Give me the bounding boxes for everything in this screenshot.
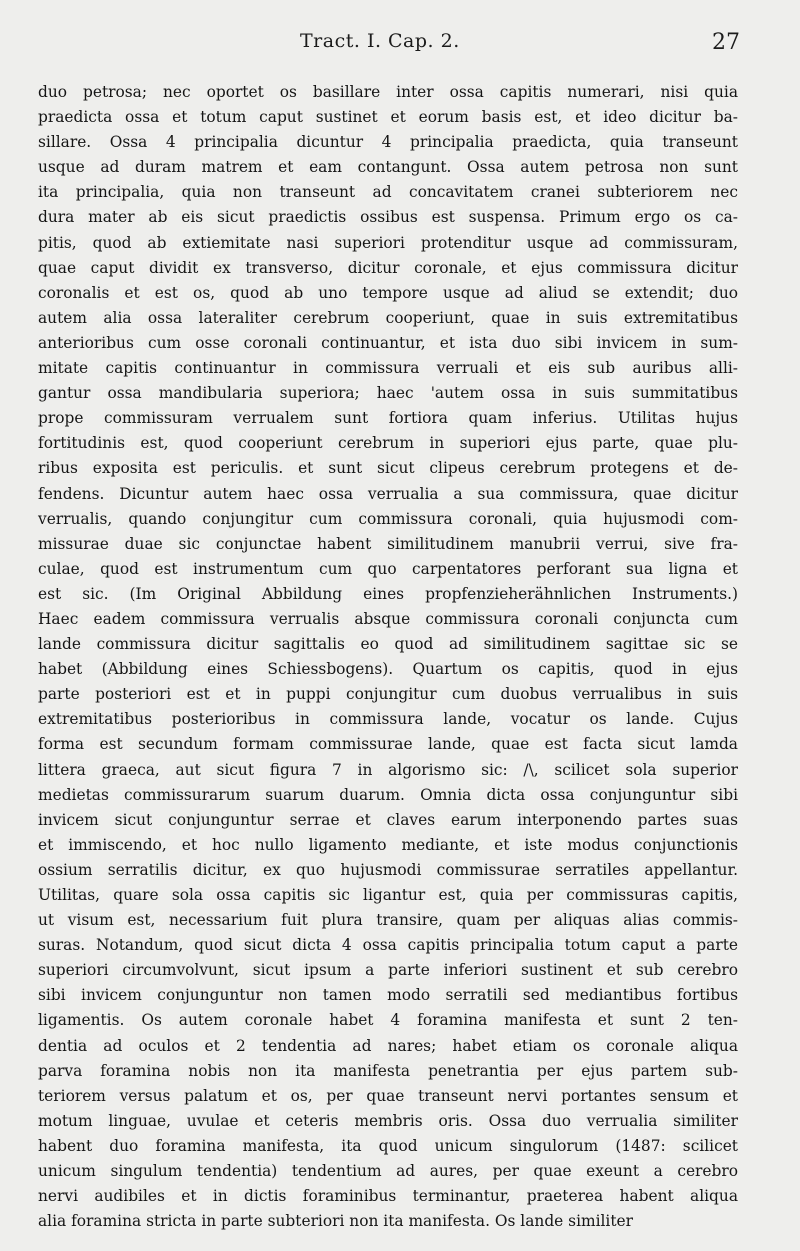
- running-title: Tract. I. Cap. 2.: [300, 30, 460, 52]
- running-head: [38, 30, 748, 62]
- text-line: gantur ossa mandibularia superiora; haec 'autem ossa in suis summitatibus: [38, 384, 738, 403]
- text-line: pitis, quod ab extiemitate nasi superiori protenditur usque ad commissuram,: [38, 233, 738, 252]
- text-line: verrualis, quando conjungitur cum commissura coronali, quia hujusmodi com-: [38, 509, 738, 528]
- text-line: culae, quod est instrumentum cum quo carpentatores perforant sua ligna et: [38, 559, 738, 578]
- text-line: dentia ad oculos et 2 tendentia ad nares; habet etiam os coronale aliqua: [38, 1036, 738, 1055]
- text-line: motum linguae, uvulae et ceteris membris oris. Ossa duo verrualia similiter: [38, 1111, 738, 1130]
- text-line: sibi invicem conjunguntur non tamen modo serratili sed mediantibus fortibus: [38, 986, 738, 1005]
- text-line: ribus exposita est periculis. et sunt sicut clipeus cerebrum protegens et de-: [38, 459, 738, 478]
- text-line: ut visum est, necessarium fuit plura transire, quam per aliquas alias commis-: [38, 911, 738, 930]
- text-line: et immiscendo, et hoc nullo ligamento mediante, et iste modus conjunctionis: [38, 835, 738, 854]
- text-line: dura mater ab eis sicut praedictis ossibus est suspensa. Primum ergo os ca-: [38, 208, 738, 227]
- text-line: invicem sicut conjunguntur serrae et claves earum interponendo partes suas: [38, 810, 738, 829]
- text-line: missurae duae sic conjunctae habent similitudinem manubrii verrui, sive fra-: [38, 534, 738, 553]
- text-line: coronalis et est os, quod ab uno tempore usque ad aliud se extendit; duo: [38, 283, 738, 302]
- text-line: ligamentis. Os autem coronale habet 4 foramina manifesta et sunt 2 ten-: [38, 1011, 738, 1030]
- text-line: habet (Abbildung eines Schiessbogens). Quartum os capitis, quod in ejus: [38, 660, 738, 679]
- text-line: est sic. (Im Original Abbildung eines propfenzieherähnlichen Instruments.): [38, 584, 738, 603]
- text-line: ossium serratilis dicitur, ex quo hujusmodi commissurae serratiles appellantur.: [38, 860, 738, 879]
- text-line: duo petrosa; nec oportet os basillare inter ossa capitis numerari, nisi quia: [38, 83, 738, 101]
- text-line: alia foramina stricta in parte subteriori non ita manifesta. Os lande similiter: [38, 1212, 633, 1231]
- body-text: [38, 80, 738, 1234]
- text-line: littera graeca, aut sicut figura 7 in algorismo sic: /\, scilicet sola superior: [38, 760, 738, 779]
- text-line: unicum singulum tendentia) tendentium ad aures, per quae exeunt a cerebro: [38, 1162, 738, 1181]
- text-line: fendens. Dicuntur autem haec ossa verrualia a sua commissura, quae dicitur: [38, 484, 738, 503]
- text-line: ita principalia, quia non transeunt ad concavitatem cranei subteriorem nec: [38, 183, 738, 202]
- text-line: forma est secundum formam commissurae lande, quae est facta sicut lamda: [38, 735, 738, 754]
- text-line: quae caput dividit ex transverso, dicitur coronale, et ejus commissura dicitur: [38, 258, 738, 277]
- text-line: lande commissura dicitur sagittalis eo quod ad similitudinem sagittae sic se: [38, 635, 738, 654]
- page-number: 27: [712, 30, 740, 55]
- text-line: superiori circumvolvunt, sicut ipsum a parte inferiori sustinent et sub cerebro: [38, 961, 738, 980]
- text-line: parva foramina nobis non ita manifesta penetrantia per ejus partem sub-: [38, 1061, 738, 1080]
- text-line: suras. Notandum, quod sicut dicta 4 ossa capitis principalia totum caput a parte: [38, 936, 738, 955]
- text-line: Haec eadem commissura verrualis absque commissura coronali conjuncta cum: [38, 609, 738, 628]
- text-line: medietas commissurarum suarum duarum. Omnia dicta ossa conjunguntur sibi: [38, 785, 738, 804]
- text-line: autem alia ossa lateraliter cerebrum cooperiunt, quae in suis extremitatibus: [38, 308, 738, 327]
- text-line: prope commissuram verrualem sunt fortiora quam inferius. Utilitas hujus: [38, 409, 738, 428]
- text-line: usque ad duram matrem et eam contangunt. Ossa autem petrosa non sunt: [38, 158, 738, 177]
- text-line: parte posteriori est et in puppi conjungitur cum duobus verrualibus in suis: [38, 685, 738, 704]
- text-line: habent duo foramina manifesta, ita quod unicum singulorum (1487: scilicet: [38, 1136, 738, 1155]
- text-line: anterioribus cum osse coronali continuantur, et ista duo sibi invicem in sum-: [38, 333, 738, 352]
- text-line: fortitudinis est, quod cooperiunt cerebrum in superiori ejus parte, quae plu-: [38, 434, 738, 453]
- text-line: sillare. Ossa 4 principalia dicuntur 4 principalia praedicta, quia transeunt: [38, 133, 738, 152]
- text-line: nervi audibiles et in dictis foraminibus terminantur, praeterea habent aliqua: [38, 1187, 738, 1206]
- text-line: extremitatibus posterioribus in commissura lande, vocatur os lande. Cujus: [38, 710, 738, 729]
- text-line: praedicta ossa et totum caput sustinet et eorum basis est, et ideo dicitur ba-: [38, 108, 738, 127]
- text-line: Utilitas, quare sola ossa capitis sic ligantur est, quia per commissuras capitis,: [38, 886, 738, 904]
- text-line: mitate capitis continuantur in commissura verruali et eis sub auribus alli-: [38, 359, 738, 378]
- text-line: teriorem versus palatum et os, per quae transeunt nervi portantes sensum et: [38, 1086, 738, 1105]
